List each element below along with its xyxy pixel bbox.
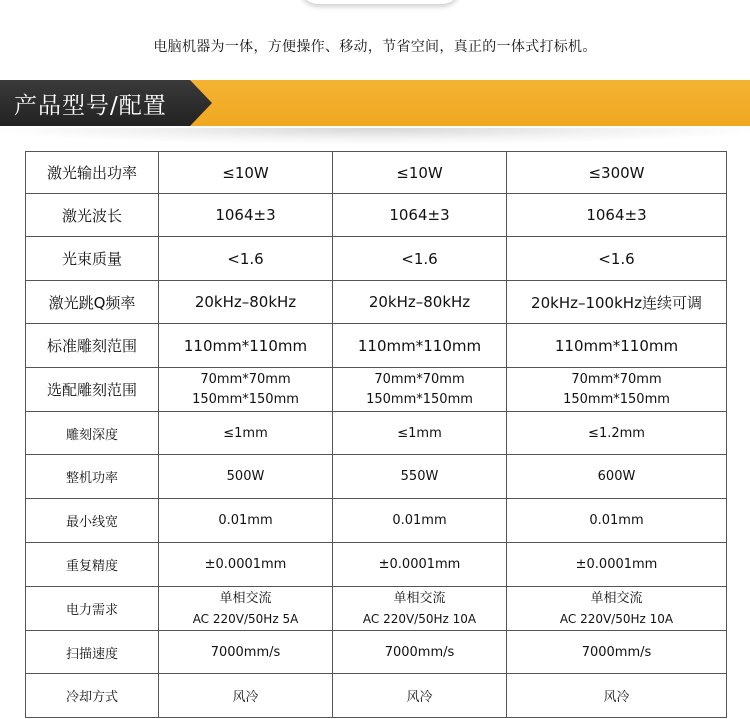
- table-cell: ±0.0001mm: [507, 543, 727, 587]
- table-cell: 110mm*110mm: [333, 324, 507, 368]
- table-cell: 1064±3: [159, 194, 333, 237]
- table-cell: ≤1.2mm: [507, 412, 727, 455]
- table-cell: 1064±3: [333, 194, 507, 237]
- row-label: 最小线宽: [26, 499, 159, 543]
- table-cell: 500W: [159, 455, 333, 499]
- table-cell: [333, 368, 507, 412]
- table-row: [26, 412, 727, 455]
- table-cell: [507, 368, 727, 412]
- table-row: [26, 674, 727, 718]
- cell-line: 单相交流: [393, 590, 446, 606]
- table-cell: 110mm*110mm: [507, 324, 727, 368]
- row-label: 激光输出功率: [26, 152, 159, 194]
- row-label: 激光波长: [26, 194, 159, 237]
- table-row: [26, 194, 727, 237]
- row-label: 冷却方式: [26, 674, 159, 718]
- table-cell: 0.01mm: [507, 499, 727, 543]
- row-label: 激光跳Q频率: [26, 281, 159, 324]
- section-banner: [0, 80, 750, 126]
- table-row: [26, 281, 727, 324]
- table-row: [26, 152, 727, 194]
- table-cell: 7000mm/s: [333, 631, 507, 674]
- table-cell: ±0.0001mm: [333, 543, 507, 587]
- row-label: 整机功率: [26, 455, 159, 499]
- table-cell: 110mm*110mm: [159, 324, 333, 368]
- row-label: 雕刻深度: [26, 412, 159, 455]
- table-cell: ≤10W: [333, 152, 507, 194]
- cell-line: 150mm*150mm: [563, 391, 670, 407]
- table-cell: 7000mm/s: [159, 631, 333, 674]
- table-row: [26, 587, 727, 631]
- table-cell: [159, 368, 333, 412]
- table-cell: [333, 587, 507, 631]
- table-cell: 7000mm/s: [507, 631, 727, 674]
- cell-line: AC 220V/50Hz 10A: [362, 611, 477, 626]
- table-cell: <1.6: [507, 237, 727, 281]
- table-cell: 0.01mm: [159, 499, 333, 543]
- table-cell: 0.01mm: [333, 499, 507, 543]
- cell-line: 单相交流: [590, 590, 643, 606]
- table-row: [26, 499, 727, 543]
- cell-line: 单相交流: [219, 590, 272, 606]
- cell-line: 150mm*150mm: [366, 391, 473, 407]
- table-cell: 风冷: [159, 674, 333, 718]
- table-cell: 550W: [333, 455, 507, 499]
- table-row: [26, 237, 727, 281]
- table-cell: <1.6: [159, 237, 333, 281]
- table-row: [26, 368, 727, 412]
- cell-line: AC 220V/50Hz 10A: [559, 611, 674, 626]
- row-label: 电力需求: [26, 587, 159, 631]
- table-cell: 20kHz–80kHz: [333, 281, 507, 324]
- intro-text: 电脑机器为一体，方便操作、移动，节省空间，真正的一体式打标机。: [153, 39, 597, 55]
- table-cell: 20kHz–100kHz连续可调: [507, 281, 727, 324]
- table-cell: 1064±3: [507, 194, 727, 237]
- table-cell: ≤1mm: [159, 412, 333, 455]
- row-label: 重复精度: [26, 543, 159, 587]
- row-label: 标准雕刻范围: [26, 324, 159, 368]
- table-cell: ±0.0001mm: [159, 543, 333, 587]
- cell-line: 150mm*150mm: [192, 391, 299, 407]
- cell-line: 70mm*70mm: [374, 371, 465, 387]
- table-cell: 600W: [507, 455, 727, 499]
- cell-line: 70mm*70mm: [571, 371, 662, 387]
- cell-line: AC 220V/50Hz 5A: [192, 611, 299, 626]
- table-row: [26, 455, 727, 499]
- table-cell: [159, 587, 333, 631]
- table-cell: <1.6: [333, 237, 507, 281]
- table-cell: [507, 587, 727, 631]
- table-cell: ≤1mm: [333, 412, 507, 455]
- table-cell: 风冷: [333, 674, 507, 718]
- table-cell: ≤300W: [507, 152, 727, 194]
- table-cell: 20kHz–80kHz: [159, 281, 333, 324]
- table-row: [26, 324, 727, 368]
- table-row: [26, 543, 727, 587]
- banner-shadow: [0, 128, 750, 144]
- row-label: 扫描速度: [26, 631, 159, 674]
- table-cell: ≤10W: [159, 152, 333, 194]
- top-decorative-arc: [300, 0, 460, 4]
- table-row: [26, 631, 727, 674]
- spec-table: [25, 151, 727, 718]
- cell-line: 70mm*70mm: [200, 371, 291, 387]
- table-cell: 风冷: [507, 674, 727, 718]
- row-label: 选配雕刻范围: [26, 368, 159, 412]
- section-title: 产品型号/配置: [14, 93, 167, 119]
- row-label: 光束质量: [26, 237, 159, 281]
